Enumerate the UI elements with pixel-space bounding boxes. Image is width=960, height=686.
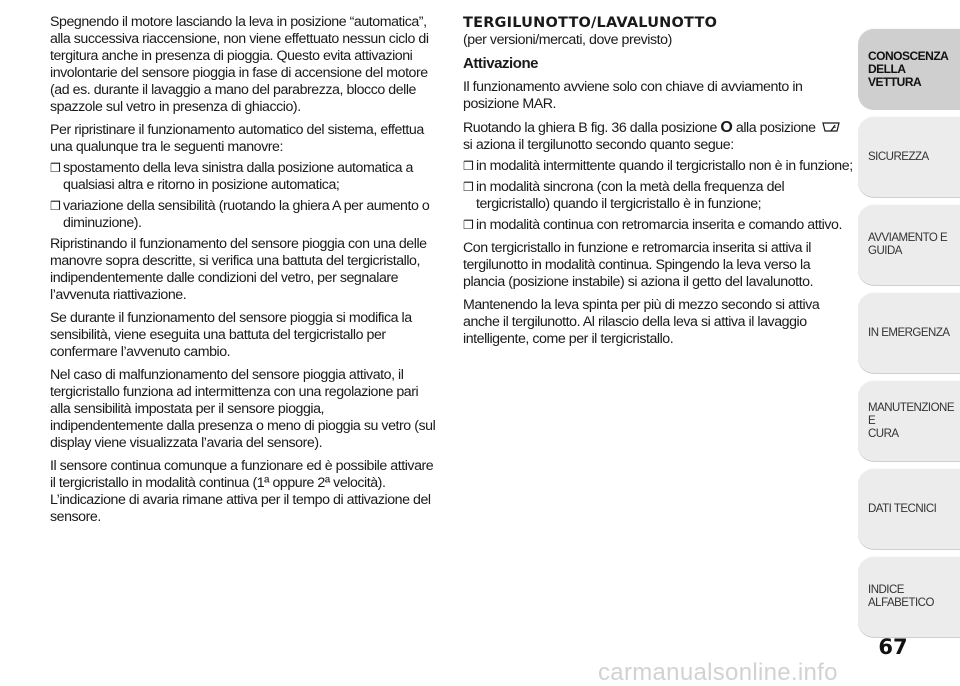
paragraph: L’indicazione di avaria rimane attiva per il tempo di attivazione del sensore.	[50, 492, 431, 525]
paragraph: Mantenendo la leva spinta per più di mezzo secondo si attiva anche il tergilunotto. Al rilascio della leva si attiva il lavaggio intelligente, come per il tergicristallo.	[463, 297, 820, 347]
paragraph: Nel caso di malfunzionamento del sensore pioggia attivato, il tergicristallo funziona ad intermittenza con una regolazione pari alla sensibilità impostata per il sensore pioggia, indipendentemente dalla presenza o meno di pioggia su vetro (sul display viene visualizzata l’avaria del sensore).	[50, 367, 436, 451]
paragraph: Ripristinando il funzionamento del sensore pioggia con una delle manovre sopra descritte, si verifica una battuta del tergicristallo, indipendentemente dalle condizioni del vetro, per segnalare l’avvenuta riattivazione.	[50, 236, 427, 303]
list-item: ❒ in modalità intermittente quando il tergicristallo non è in funzione;	[463, 158, 853, 174]
checkbox-bullet-icon: ❒	[50, 199, 61, 213]
tab-in-emergenza[interactable]: IN EMERGENZA	[858, 292, 960, 374]
subsection-heading: Attivazione	[463, 55, 539, 72]
paragraph: Ruotando la ghiera B fig. 36 dalla posizione O alla posizione si aziona il tergilunotto secondo quanto segue:	[463, 119, 853, 154]
section-title: TERGILUNOTTO/LAVALUNOTTO	[463, 15, 718, 31]
tab-avviamento-e-guida[interactable]: AVVIAMENTO E GUIDA	[858, 204, 960, 286]
list-item: ❒ in modalità sincrona (con la metà della frequenza del tergicristallo) quando il tergicristallo è in funzione;	[463, 179, 785, 212]
tab-conoscenza-della-vettura[interactable]: CONOSCENZA DELLA VETTURA	[858, 28, 960, 110]
checkbox-bullet-icon: ❒	[463, 159, 474, 173]
right-column	[463, 14, 853, 354]
side-chapter-tabs	[858, 28, 960, 648]
tab-manutenzione-e-cura[interactable]: MANUTENZIONE E CURA	[858, 380, 960, 462]
list-item: ❒ variazione della sensibilità (ruotando la ghiera A per aumento o diminuzione).	[50, 198, 430, 231]
paragraph: Con tergicristallo in funzione e retromarcia inserita si attiva il tergilunotto in modalità continua. Spingendo la leva verso la plancia (posizione instabile) si aziona il getto del lavalunotto.	[463, 240, 814, 290]
checkbox-bullet-icon: ❒	[50, 161, 61, 175]
tab-sicurezza[interactable]: SICUREZZA	[858, 116, 960, 198]
paragraph: Per ripristinare il funzionamento automatico del sistema, effettua una qualunque tra le seguenti manovre:	[50, 122, 424, 155]
tab-dati-tecnici[interactable]: DATI TECNICI	[858, 468, 960, 550]
list-item: ❒ spostamento della leva sinistra dalla posizione automatica a qualsiasi altra e ritorno in posizione automatica;	[50, 160, 413, 193]
watermark-text: carmanualsonline.info	[598, 659, 838, 686]
section-subtitle: (per versioni/mercati, dove previsto)	[463, 32, 672, 48]
checkbox-bullet-icon: ❒	[463, 180, 474, 194]
paragraph: Se durante il funzionamento del sensore pioggia si modifica la sensibilità, viene eseguita una battuta del tergicristallo per confermare l’avvenuto cambio.	[50, 310, 412, 360]
paragraph: Il sensore continua comunque a funzionare ed è possibile attivare il tergicristallo in modalità continua (1ª oppure 2ª velocità).	[50, 458, 434, 491]
checkbox-bullet-icon: ❒	[463, 218, 474, 232]
rear-wiper-icon	[822, 121, 840, 133]
paragraph: Spegnendo il motore lasciando la leva in posizione “automatica”, alla successiva riaccensione, non viene effettuato nessun ciclo di tergitura anche in presenza di pioggia. Questo evita attivazioni involontarie del sensore pioggia in fase di accensione del motore (ad es. durante il lavaggio a mano del parabrezza, blocco delle spazzole sul vetro in presenza di ghiaccio).	[50, 14, 429, 115]
position-o-symbol: O	[720, 119, 733, 136]
paragraph: Il funzionamento avviene solo con chiave di avviamento in posizione MAR.	[463, 79, 803, 112]
list-item: ❒ in modalità continua con retromarcia inserita e comando attivo.	[463, 217, 842, 233]
tab-indice-alfabetico[interactable]: INDICE ALFABETICO	[858, 556, 960, 638]
page-number: 67	[878, 635, 908, 659]
left-column	[50, 14, 440, 532]
